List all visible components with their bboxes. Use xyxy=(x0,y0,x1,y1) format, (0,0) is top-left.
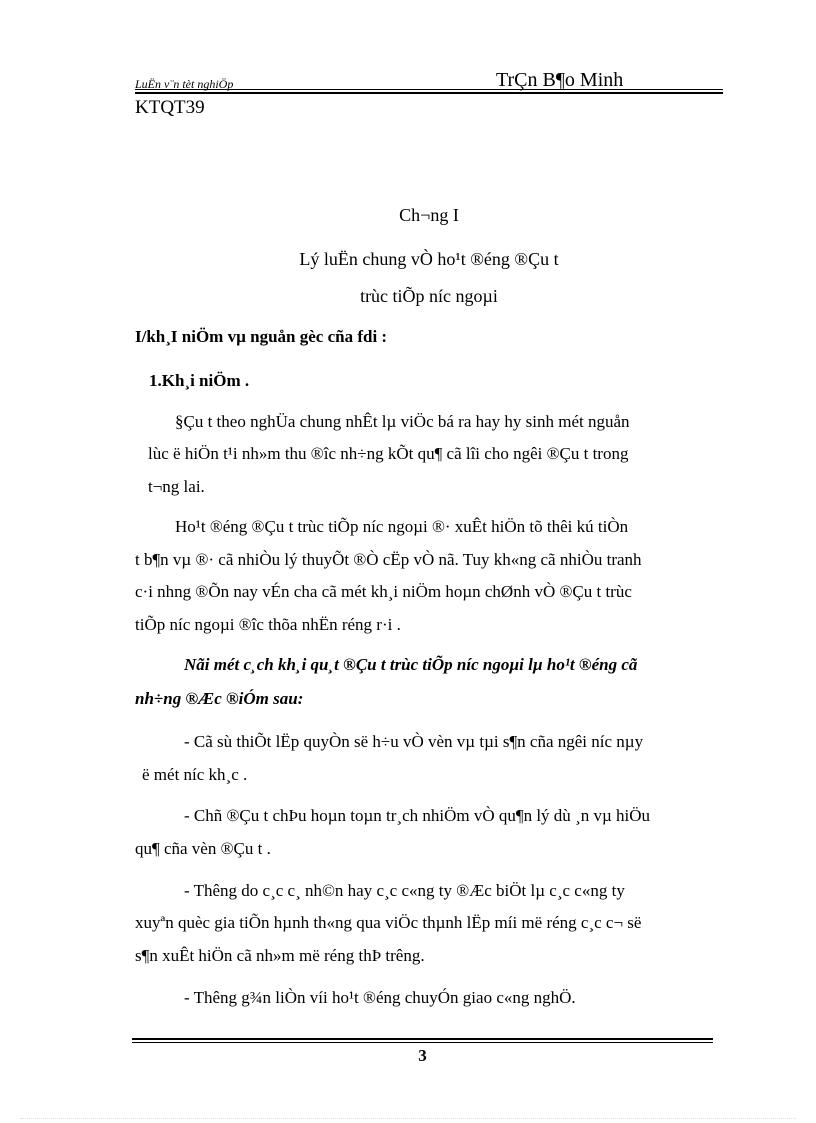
header-class-code: KTQT39 xyxy=(135,97,205,118)
header-author: TrÇn B¶o Minh xyxy=(496,69,624,91)
header-rule-thick xyxy=(135,92,723,94)
bullet-line: qu¶ cña vèn ®Çu t . xyxy=(135,839,271,858)
subsection-heading: 1.Kh¸i niÖm . xyxy=(149,371,250,390)
paragraph-line: c·i nhng ®Õn nay vÉn cha cã mét kh¸i niÖm hoµn chØnh vÒ ®Çu t trùc xyxy=(135,582,632,601)
paragraph-line: §Çu t theo nghÜa chung nhÊt lµ viÖc bá ra hay hy sinh mét nguån xyxy=(175,412,630,431)
footer-rule xyxy=(132,1042,713,1043)
bullet-line: - Thêng g¾n liÒn víi ho¹t ®éng chuyÓn giao c«ng nghÖ. xyxy=(184,988,576,1007)
emphasis-line: nh÷ng ®Æc ®iÓm sau: xyxy=(135,689,304,708)
header-document-type: LuËn v¨n tèt nghiÖp xyxy=(135,77,234,91)
bullet-line: - Thêng do c¸c c¸ nh©n hay c¸c c«ng ty ®Æc biÖt lµ c¸c c«ng ty xyxy=(184,881,625,900)
paragraph-line: tiÕp níc ngoµi ®îc thõa nhËn réng r·i . xyxy=(135,615,401,634)
chapter-title-line-2: trùc tiÕp níc ngoµi xyxy=(360,286,498,306)
bullet-line: - Cã sù thiÕt lËp quyÒn së h÷u vÒ vèn vµ tµi s¶n cña ngêi níc nµy xyxy=(184,732,644,751)
paragraph-line: lùc ë hiÖn t¹i nh»m thu ®îc nh÷ng kÕt qu¶ cã lîi cho ngêi ®Çu t trong xyxy=(148,444,629,463)
section-heading: I/kh¸I niÖm vµ nguån gèc cña fdi : xyxy=(135,327,388,346)
emphasis-line: Nãi mét c¸ch kh¸i qu¸t ®Çu t trùc tiÕp níc ngoµi lµ ho¹t ®éng cã xyxy=(184,655,638,674)
footer-rule-thick xyxy=(132,1038,713,1040)
chapter-title-line-1: Lý luËn chung vÒ ho¹t ®éng ®Çu t xyxy=(299,249,559,269)
bullet-line: ë mét níc kh¸c . xyxy=(142,765,248,784)
bullet-line: xuyªn quèc gia tiÕn hµnh th«ng qua viÖc thµnh lËp míi më réng c¸c c¬ së xyxy=(135,913,642,932)
chapter-label: Ch¬ng I xyxy=(399,205,459,225)
page-edge-divider xyxy=(20,1118,796,1119)
paragraph-line: Ho¹t ®éng ®Çu t trùc tiÕp níc ngoµi ®· xuÊt hiÖn tõ thêi kú tiÒn xyxy=(175,517,629,536)
header-rule xyxy=(135,89,723,90)
bullet-line: - Chñ ®Çu t chÞu hoµn toµn tr¸ch nhiÖm vÒ qu¶n lý dù ¸n vµ hiÖu xyxy=(184,806,651,825)
bullet-line: s¶n xuÊt hiÖn cã nh»m më réng thÞ trêng. xyxy=(135,946,425,965)
page-number: 3 xyxy=(418,1046,427,1065)
paragraph-line: t b¶n vµ ®· cã nhiÒu lý thuyÕt ®Ò cËp vÒ nã. Tuy kh«ng cã nhiÒu tranh xyxy=(135,550,642,569)
paragraph-line: t¬ng lai. xyxy=(148,477,205,496)
